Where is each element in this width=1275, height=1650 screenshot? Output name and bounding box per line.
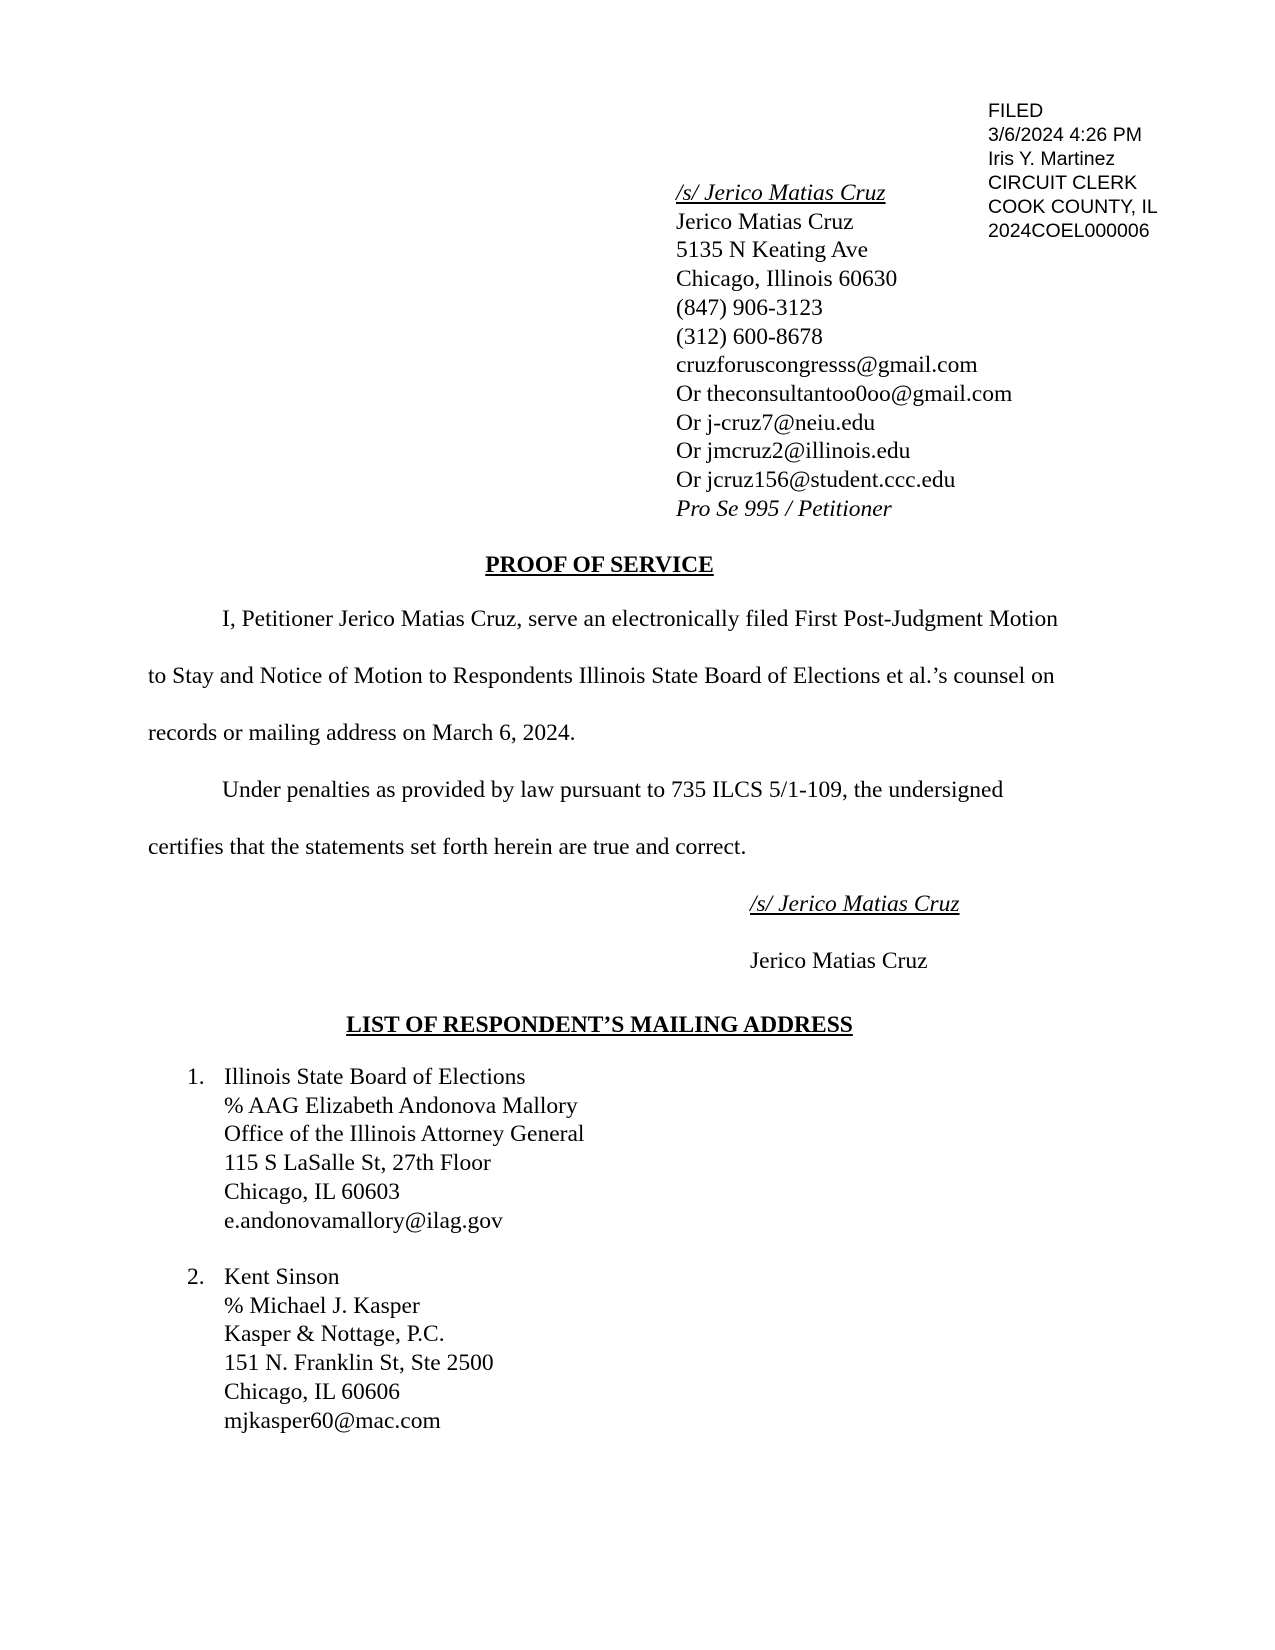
service-paragraph-line-2: to Stay and Notice of Motion to Respondents Illinois State Board of Elections et al.’s counsel on (148, 663, 1055, 689)
respondent-email: e.andonovamallory@ilag.gov (224, 1207, 503, 1234)
stamp-county: COOK COUNTY, IL (988, 196, 1158, 218)
certification-line-2: certifies that the statements set forth herein are true and correct. (148, 834, 747, 860)
signature-block (676, 179, 1012, 523)
petitioner-role: Pro Se 995 / Petitioner (676, 495, 892, 522)
respondent-list-heading: LIST OF RESPONDENT’S MAILING ADDRESS (346, 1012, 853, 1038)
stamp-datetime: 3/6/2024 4:26 PM (988, 124, 1142, 146)
petitioner-email-1: cruzforuscongresss@gmail.com (676, 352, 978, 379)
certification-line-1: Under penalties as provided by law pursuant to 735 ILCS 5/1-109, the undersigned (222, 777, 1004, 803)
petitioner-name: Jerico Matias Cruz (676, 208, 854, 235)
stamp-case-number: 2024COEL000006 (988, 220, 1150, 242)
respondent-line: 115 S LaSalle St, 27th Floor (224, 1150, 491, 1177)
respondent-line: Office of the Illinois Attorney General (224, 1121, 585, 1148)
respondent-line: Chicago, IL 60606 (224, 1378, 400, 1405)
respondent-line: % Michael J. Kasper (224, 1292, 420, 1319)
stamp-clerk-title: CIRCUIT CLERK (988, 172, 1138, 194)
service-paragraph-line-3: records or mailing address on March 6, 2024. (148, 720, 576, 746)
electronic-signature: /s/ Jerico Matias Cruz (676, 180, 886, 206)
petitioner-phone-2: (312) 600-8678 (676, 323, 823, 350)
stamp-status: FILED (988, 100, 1044, 122)
respondent-line: Illinois State Board of Elections (224, 1064, 526, 1090)
respondent-number: 1. (187, 1064, 205, 1090)
respondent-number: 2. (187, 1264, 205, 1290)
proof-of-service-heading: PROOF OF SERVICE (485, 552, 714, 578)
stamp-clerk-name: Iris Y. Martinez (988, 148, 1116, 170)
petitioner-phone-1: (847) 906-3123 (676, 294, 823, 321)
petitioner-email-2: Or theconsultantoo0oo@gmail.com (676, 380, 1013, 407)
petitioner-city: Chicago, Illinois 60630 (676, 266, 898, 293)
filing-stamp (988, 99, 1158, 243)
respondent-email: mjkasper60@mac.com (224, 1407, 441, 1434)
service-paragraph-line-1: I, Petitioner Jerico Matias Cruz, serve an electronically filed First Post-Judgment Motion (222, 606, 1059, 632)
closing-name: Jerico Matias Cruz (750, 948, 928, 974)
petitioner-street: 5135 N Keating Ave (676, 237, 869, 264)
respondent-line: 151 N. Franklin St, Ste 2500 (224, 1350, 494, 1377)
respondent-line: % AAG Elizabeth Andonova Mallory (224, 1092, 578, 1119)
petitioner-email-4: Or jmcruz2@illinois.edu (676, 438, 911, 465)
closing-signature: /s/ Jerico Matias Cruz (750, 891, 960, 917)
respondent-line: Chicago, IL 60603 (224, 1178, 400, 1205)
petitioner-email-3: Or j-cruz7@neiu.edu (676, 409, 876, 436)
petitioner-email-5: Or jcruz156@student.ccc.edu (676, 467, 956, 494)
respondent-line: Kent Sinson (224, 1264, 340, 1290)
respondent-line: Kasper & Nottage, P.C. (224, 1321, 445, 1348)
